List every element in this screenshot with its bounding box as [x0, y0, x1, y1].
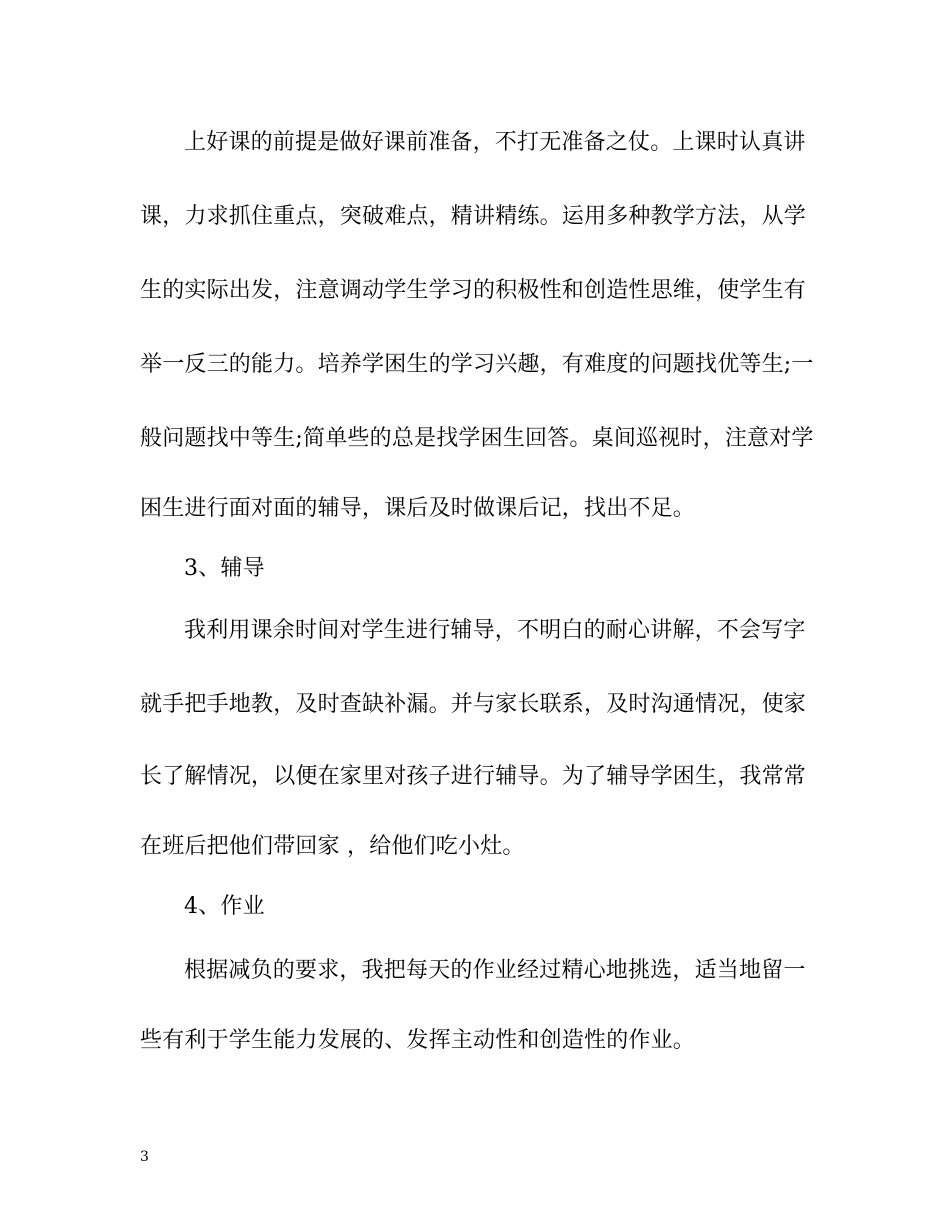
paragraph-line: 长了解情况，以便在家里对孩子进行辅导。为了辅导学困生，我常常 [140, 764, 807, 789]
paragraph-line: 生的实际出发，注意调动学生学习的积极性和创造性思维，使学生有 [140, 278, 807, 303]
paragraph-line: 就手把手地教，及时查缺补漏。并与家长联系，及时沟通情况，使家 [140, 692, 807, 717]
paragraph-line: 我利用课余时间对学生进行辅导，不明白的耐心讲解，不会写字 [184, 618, 806, 643]
paragraph-line: 举一反三的能力。培养学困生的学习兴趣，有难度的问题找优等生;一 [140, 352, 814, 377]
paragraph-line: 根据减负的要求，我把每天的作业经过精心地挑选，适当地留一 [184, 958, 806, 983]
paragraph-line: 课，力求抓住重点，突破难点，精讲精练。运用多种教学方法，从学 [140, 204, 807, 229]
paragraph-line: 在班后把他们带回家 ，给他们吃小灶。 [140, 834, 525, 859]
section-heading: 4、作业 [184, 894, 265, 919]
paragraph-line: 困生进行面对面的辅导，课后及时做课后记，找出不足。 [140, 496, 696, 521]
page-number: 3 [140, 1149, 149, 1165]
paragraph-line: 上好课的前提是做好课前准备，不打无准备之仗。上课时认真讲 [184, 130, 806, 155]
section-heading: 3、辅导 [184, 556, 265, 581]
paragraph-line: 般问题找中等生;简单些的总是找学困生回答。桌间巡视时，注意对学 [140, 426, 814, 451]
paragraph-line: 些有利于学生能力发展的、发挥主动性和创造性的作业。 [140, 1028, 696, 1053]
